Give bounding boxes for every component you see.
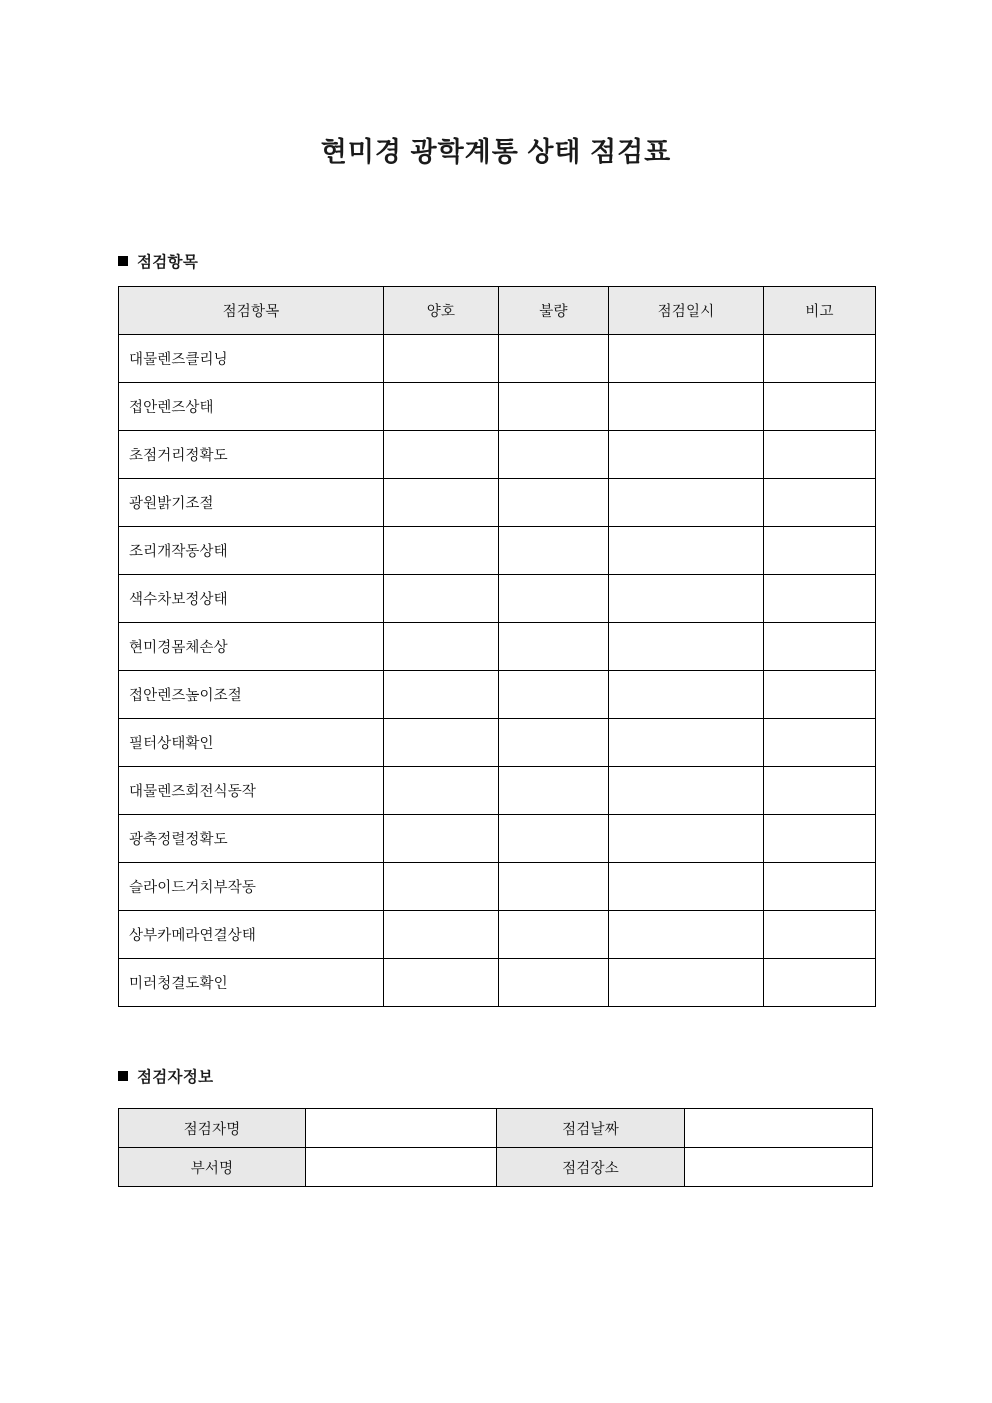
- section-heading-inspector-label: 점검자정보: [137, 1069, 214, 1086]
- checklist-item-label: 접안렌즈상태: [119, 383, 384, 431]
- checklist-item-label: 색수차보정상태: [119, 575, 384, 623]
- checklist-remark-cell[interactable]: [764, 767, 876, 815]
- section-heading-checklist: [118, 250, 198, 272]
- checklist-bad-cell[interactable]: [499, 671, 609, 719]
- checklist-item-label: 필터상태확인: [119, 719, 384, 767]
- table-header-row: [119, 287, 876, 335]
- table-row: [119, 479, 876, 527]
- table-row: [119, 767, 876, 815]
- checklist-bad-cell[interactable]: [499, 911, 609, 959]
- checklist-good-cell[interactable]: [384, 623, 499, 671]
- checklist-item-label: 대물렌즈회전식동작: [119, 767, 384, 815]
- checklist-good-cell[interactable]: [384, 335, 499, 383]
- checklist-remark-cell[interactable]: [764, 479, 876, 527]
- checklist-good-cell[interactable]: [384, 959, 499, 1007]
- checklist-item-label: 대물렌즈클리닝: [119, 335, 384, 383]
- checklist-date-cell[interactable]: [609, 383, 764, 431]
- checklist-item-label: 광축정렬정확도: [119, 815, 384, 863]
- page-title: 현미경 광학계통 상태 점검표: [320, 137, 672, 167]
- checklist-date-cell[interactable]: [609, 671, 764, 719]
- checklist-remark-cell[interactable]: [764, 383, 876, 431]
- checklist-remark-cell[interactable]: [764, 863, 876, 911]
- checklist-date-cell[interactable]: [609, 575, 764, 623]
- checklist-remark-cell[interactable]: [764, 671, 876, 719]
- table-row: [119, 335, 876, 383]
- checklist-bad-cell[interactable]: [499, 959, 609, 1007]
- info-label-right: 점검장소: [497, 1148, 685, 1187]
- checklist-good-cell[interactable]: [384, 671, 499, 719]
- checklist-date-cell[interactable]: [609, 431, 764, 479]
- checklist-good-cell[interactable]: [384, 431, 499, 479]
- info-value-right[interactable]: [685, 1148, 873, 1187]
- section-heading-checklist-label: 점검항목: [137, 254, 199, 271]
- table-row: [119, 575, 876, 623]
- checklist-good-cell[interactable]: [384, 719, 499, 767]
- section-heading-inspector: [118, 1065, 213, 1087]
- checklist-bad-cell[interactable]: [499, 335, 609, 383]
- checklist-date-cell[interactable]: [609, 863, 764, 911]
- table-row: [119, 431, 876, 479]
- column-header-remark: 비고: [764, 287, 876, 335]
- table-row: [119, 623, 876, 671]
- info-value-right[interactable]: [685, 1109, 873, 1148]
- checklist-date-cell[interactable]: [609, 623, 764, 671]
- column-header-bad: 불량: [499, 287, 609, 335]
- checklist-bad-cell[interactable]: [499, 719, 609, 767]
- checklist-remark-cell[interactable]: [764, 719, 876, 767]
- checklist-remark-cell[interactable]: [764, 431, 876, 479]
- info-label-left: 점검자명: [119, 1109, 306, 1148]
- checklist-bad-cell[interactable]: [499, 479, 609, 527]
- table-row: [119, 911, 876, 959]
- checklist-good-cell[interactable]: [384, 479, 499, 527]
- checklist-bad-cell[interactable]: [499, 383, 609, 431]
- checklist-date-cell[interactable]: [609, 527, 764, 575]
- checklist-bad-cell[interactable]: [499, 767, 609, 815]
- checklist-bad-cell[interactable]: [499, 527, 609, 575]
- checklist-date-cell[interactable]: [609, 911, 764, 959]
- checklist-item-label: 조리개작동상태: [119, 527, 384, 575]
- column-header-date: 점검일시: [609, 287, 764, 335]
- checklist-bad-cell[interactable]: [499, 431, 609, 479]
- checklist-date-cell[interactable]: [609, 959, 764, 1007]
- checklist-item-label: 초점거리정확도: [119, 431, 384, 479]
- table-row: [119, 527, 876, 575]
- checklist-table: [118, 286, 876, 1007]
- checklist-bad-cell[interactable]: [499, 815, 609, 863]
- checklist-remark-cell[interactable]: [764, 815, 876, 863]
- checklist-bad-cell[interactable]: [499, 575, 609, 623]
- table-row: [119, 863, 876, 911]
- info-label-right: 점검날짜: [497, 1109, 685, 1148]
- checklist-date-cell[interactable]: [609, 815, 764, 863]
- info-row: [119, 1109, 873, 1148]
- inspector-info-table: [118, 1108, 873, 1187]
- square-bullet-icon: [118, 1071, 128, 1081]
- checklist-item-label: 슬라이드거치부작동: [119, 863, 384, 911]
- checklist-item-label: 현미경몸체손상: [119, 623, 384, 671]
- table-row: [119, 719, 876, 767]
- column-header-item: 점검항목: [119, 287, 384, 335]
- checklist-item-label: 접안렌즈높이조절: [119, 671, 384, 719]
- checklist-good-cell[interactable]: [384, 863, 499, 911]
- table-row: [119, 383, 876, 431]
- table-row: [119, 671, 876, 719]
- checklist-bad-cell[interactable]: [499, 623, 609, 671]
- checklist-good-cell[interactable]: [384, 767, 499, 815]
- checklist-remark-cell[interactable]: [764, 623, 876, 671]
- checklist-remark-cell[interactable]: [764, 527, 876, 575]
- checklist-good-cell[interactable]: [384, 575, 499, 623]
- square-bullet-icon: [118, 256, 128, 266]
- checklist-date-cell[interactable]: [609, 479, 764, 527]
- checklist-good-cell[interactable]: [384, 911, 499, 959]
- table-row: [119, 815, 876, 863]
- checklist-good-cell[interactable]: [384, 527, 499, 575]
- info-label-left: 부서명: [119, 1148, 306, 1187]
- checklist-good-cell[interactable]: [384, 383, 499, 431]
- column-header-good: 양호: [384, 287, 499, 335]
- checklist-remark-cell[interactable]: [764, 959, 876, 1007]
- table-row: [119, 959, 876, 1007]
- checklist-date-cell[interactable]: [609, 335, 764, 383]
- checklist-item-label: 상부카메라연결상태: [119, 911, 384, 959]
- checklist-bad-cell[interactable]: [499, 863, 609, 911]
- checklist-item-label: 미러청결도확인: [119, 959, 384, 1007]
- checklist-date-cell[interactable]: [609, 719, 764, 767]
- checklist-date-cell[interactable]: [609, 767, 764, 815]
- checklist-good-cell[interactable]: [384, 815, 499, 863]
- checklist-remark-cell[interactable]: [764, 335, 876, 383]
- checklist-item-label: 광원밝기조절: [119, 479, 384, 527]
- info-row: [119, 1148, 873, 1187]
- checklist-remark-cell[interactable]: [764, 911, 876, 959]
- info-value-left[interactable]: [306, 1109, 497, 1148]
- info-value-left[interactable]: [306, 1148, 497, 1187]
- checklist-remark-cell[interactable]: [764, 575, 876, 623]
